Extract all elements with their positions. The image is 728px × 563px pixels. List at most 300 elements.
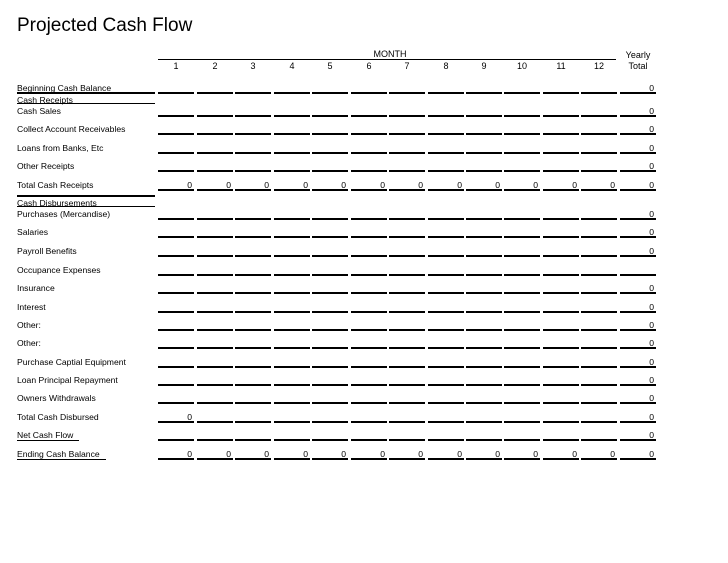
month-number-9: 9 xyxy=(481,61,487,71)
total-value: 0 xyxy=(649,338,654,348)
month-cell[interactable] xyxy=(351,347,387,349)
month-cell[interactable] xyxy=(504,274,540,276)
month-cell[interactable] xyxy=(197,133,233,135)
cell-value: 0 xyxy=(533,180,538,190)
month-header-rule xyxy=(158,59,616,60)
month-cell[interactable] xyxy=(466,384,502,386)
month-cell[interactable] xyxy=(274,236,310,238)
month-cell[interactable] xyxy=(235,421,271,423)
total-value: 0 xyxy=(649,83,654,93)
cell-value: 0 xyxy=(226,180,231,190)
month-cell[interactable] xyxy=(581,115,617,117)
month-cell[interactable] xyxy=(543,402,579,404)
month-cell[interactable] xyxy=(235,133,271,135)
month-cell[interactable] xyxy=(428,170,464,172)
month-cell[interactable] xyxy=(235,236,271,238)
month-cell[interactable] xyxy=(389,133,425,135)
month-cell[interactable] xyxy=(351,274,387,276)
month-cell[interactable] xyxy=(428,152,464,154)
total-value: 0 xyxy=(649,430,654,440)
month-cell[interactable] xyxy=(197,421,233,423)
month-cell[interactable] xyxy=(351,292,387,294)
row-label: Collect Account Receivables xyxy=(17,124,126,134)
total-value: 0 xyxy=(649,357,654,367)
month-cell[interactable] xyxy=(312,170,348,172)
month-cell[interactable] xyxy=(351,218,387,220)
month-cell[interactable] xyxy=(504,366,540,368)
month-number-3: 3 xyxy=(250,61,256,71)
month-cell[interactable] xyxy=(197,329,233,331)
month-cell[interactable] xyxy=(197,152,233,154)
row-label: Beginning Cash Balance xyxy=(17,83,112,93)
month-cell[interactable] xyxy=(274,421,310,423)
month-cell[interactable] xyxy=(428,366,464,368)
total-value: 0 xyxy=(649,449,654,459)
month-cell[interactable] xyxy=(504,170,540,172)
section-heading: Cash Disbursements xyxy=(17,198,97,208)
cell-value: 0 xyxy=(457,449,462,459)
month-cell[interactable] xyxy=(543,421,579,423)
month-cell[interactable] xyxy=(543,236,579,238)
month-cell[interactable] xyxy=(197,274,233,276)
month-cell[interactable] xyxy=(312,329,348,331)
month-cell[interactable] xyxy=(235,384,271,386)
month-cell[interactable] xyxy=(543,439,579,441)
total-value: 0 xyxy=(649,209,654,219)
month-cell[interactable] xyxy=(581,133,617,135)
row-label: Total Cash Receipts xyxy=(17,180,94,190)
section-underline xyxy=(17,206,155,207)
month-cell[interactable] xyxy=(389,274,425,276)
month-cell[interactable] xyxy=(581,311,617,313)
month-cell[interactable] xyxy=(389,236,425,238)
month-cell[interactable] xyxy=(428,347,464,349)
month-cell[interactable] xyxy=(543,274,579,276)
month-cell[interactable] xyxy=(351,152,387,154)
month-cell[interactable] xyxy=(504,402,540,404)
month-cell[interactable] xyxy=(466,92,502,94)
section-rule xyxy=(17,195,155,197)
month-cell[interactable] xyxy=(158,133,194,135)
total-cell[interactable] xyxy=(620,274,656,276)
cell-value: 0 xyxy=(303,449,308,459)
row-label: Loans from Banks, Etc xyxy=(17,143,104,153)
month-cell[interactable] xyxy=(504,329,540,331)
month-cell[interactable] xyxy=(351,115,387,117)
row-label: Salaries xyxy=(17,227,49,237)
month-cell[interactable] xyxy=(466,133,502,135)
month-cell[interactable] xyxy=(581,218,617,220)
month-cell[interactable] xyxy=(428,236,464,238)
month-cell[interactable] xyxy=(197,402,233,404)
section-heading: Cash Receipts xyxy=(17,95,73,105)
month-cell[interactable] xyxy=(312,292,348,294)
month-cell[interactable] xyxy=(351,236,387,238)
month-cell[interactable] xyxy=(274,133,310,135)
month-cell[interactable] xyxy=(466,421,502,423)
month-number-1: 1 xyxy=(173,61,179,71)
cell-value: 0 xyxy=(533,449,538,459)
cell-value: 0 xyxy=(610,449,615,459)
month-cell[interactable] xyxy=(466,366,502,368)
month-cell[interactable] xyxy=(235,92,271,94)
month-number-11: 11 xyxy=(556,61,566,71)
row-label: Ending Cash Balance xyxy=(17,449,100,459)
month-cell[interactable] xyxy=(312,115,348,117)
total-value: 0 xyxy=(649,143,654,153)
month-cell[interactable] xyxy=(158,218,194,220)
month-number-4: 4 xyxy=(289,61,295,71)
month-cell[interactable] xyxy=(235,292,271,294)
month-cell[interactable] xyxy=(197,115,233,117)
month-cell[interactable] xyxy=(235,218,271,220)
month-cell[interactable] xyxy=(581,384,617,386)
row-label: Loan Principal Repayment xyxy=(17,375,118,385)
month-cell[interactable] xyxy=(466,255,502,257)
month-cell[interactable] xyxy=(543,384,579,386)
month-cell[interactable] xyxy=(504,115,540,117)
month-cell[interactable] xyxy=(543,115,579,117)
month-cell[interactable] xyxy=(312,311,348,313)
month-cell[interactable] xyxy=(158,366,194,368)
month-cell[interactable] xyxy=(389,255,425,257)
month-cell[interactable] xyxy=(428,402,464,404)
cell-value: 0 xyxy=(457,180,462,190)
cell-value: 0 xyxy=(187,449,192,459)
month-cell[interactable] xyxy=(312,347,348,349)
month-cell[interactable] xyxy=(312,236,348,238)
month-cell[interactable] xyxy=(504,311,540,313)
month-cell[interactable] xyxy=(581,92,617,94)
month-cell[interactable] xyxy=(312,384,348,386)
month-cell[interactable] xyxy=(158,115,194,117)
month-cell[interactable] xyxy=(274,347,310,349)
month-cell[interactable] xyxy=(428,274,464,276)
month-cell[interactable] xyxy=(158,255,194,257)
month-number-10: 10 xyxy=(516,61,527,71)
month-number-8: 8 xyxy=(443,61,449,71)
month-number-2: 2 xyxy=(212,61,218,71)
row-label: Cash Sales xyxy=(17,106,61,116)
month-cell[interactable] xyxy=(235,152,271,154)
month-cell[interactable] xyxy=(235,115,271,117)
row-label: Interest xyxy=(17,302,46,312)
month-cell[interactable] xyxy=(581,439,617,441)
month-cell[interactable] xyxy=(158,152,194,154)
month-cell[interactable] xyxy=(543,366,579,368)
month-cell[interactable] xyxy=(581,152,617,154)
cell-value: 0 xyxy=(341,180,346,190)
total-value: 0 xyxy=(649,246,654,256)
cell-value: 0 xyxy=(187,180,192,190)
month-cell[interactable] xyxy=(235,274,271,276)
month-cell[interactable] xyxy=(158,402,194,404)
month-cell[interactable] xyxy=(581,170,617,172)
cell-value: 0 xyxy=(380,180,385,190)
month-cell[interactable] xyxy=(581,366,617,368)
month-cell[interactable] xyxy=(428,218,464,220)
month-cell[interactable] xyxy=(158,439,194,441)
month-cell[interactable] xyxy=(389,402,425,404)
month-cell[interactable] xyxy=(504,236,540,238)
cell-value: 0 xyxy=(264,180,269,190)
month-cell[interactable] xyxy=(274,384,310,386)
month-cell[interactable] xyxy=(581,329,617,331)
row-label: Total Cash Disbursed xyxy=(17,412,99,422)
month-header: MONTH xyxy=(373,49,407,59)
month-cell[interactable] xyxy=(274,439,310,441)
month-number-5: 5 xyxy=(327,61,333,71)
month-cell[interactable] xyxy=(581,347,617,349)
row-label: Other: xyxy=(17,338,41,348)
month-cell[interactable] xyxy=(428,329,464,331)
cell-value: 0 xyxy=(187,412,192,422)
month-cell[interactable] xyxy=(312,366,348,368)
month-cell[interactable] xyxy=(389,218,425,220)
month-cell[interactable] xyxy=(389,311,425,313)
total-value: 0 xyxy=(649,302,654,312)
month-cell[interactable] xyxy=(197,218,233,220)
month-cell[interactable] xyxy=(428,92,464,94)
total-header: Total xyxy=(628,61,648,71)
month-cell[interactable] xyxy=(158,347,194,349)
page-title: Projected Cash Flow xyxy=(17,15,193,36)
month-cell[interactable] xyxy=(428,133,464,135)
month-cell[interactable] xyxy=(428,311,464,313)
month-cell[interactable] xyxy=(504,255,540,257)
month-cell[interactable] xyxy=(428,115,464,117)
month-cell[interactable] xyxy=(197,92,233,94)
month-cell[interactable] xyxy=(158,274,194,276)
month-cell[interactable] xyxy=(428,292,464,294)
month-cell[interactable] xyxy=(543,329,579,331)
month-cell[interactable] xyxy=(504,421,540,423)
cell-value: 0 xyxy=(495,449,500,459)
month-cell[interactable] xyxy=(312,92,348,94)
month-cell[interactable] xyxy=(274,152,310,154)
month-cell[interactable] xyxy=(158,292,194,294)
month-cell[interactable] xyxy=(504,133,540,135)
month-cell[interactable] xyxy=(351,170,387,172)
month-cell[interactable] xyxy=(466,402,502,404)
month-cell[interactable] xyxy=(351,92,387,94)
month-cell[interactable] xyxy=(504,92,540,94)
row-label: Other Receipts xyxy=(17,161,75,171)
total-value: 0 xyxy=(649,106,654,116)
month-cell[interactable] xyxy=(389,170,425,172)
month-cell[interactable] xyxy=(466,115,502,117)
total-value: 0 xyxy=(649,393,654,403)
month-cell[interactable] xyxy=(351,384,387,386)
month-cell[interactable] xyxy=(312,133,348,135)
month-cell[interactable] xyxy=(466,347,502,349)
month-cell[interactable] xyxy=(235,329,271,331)
month-cell[interactable] xyxy=(428,439,464,441)
cell-value: 0 xyxy=(380,449,385,459)
month-cell[interactable] xyxy=(158,311,194,313)
month-cell[interactable] xyxy=(274,274,310,276)
month-cell[interactable] xyxy=(428,255,464,257)
row-label: Payroll Benefits xyxy=(17,246,77,256)
month-cell[interactable] xyxy=(235,366,271,368)
month-cell[interactable] xyxy=(466,236,502,238)
month-cell[interactable] xyxy=(389,439,425,441)
month-cell[interactable] xyxy=(235,347,271,349)
month-cell[interactable] xyxy=(351,402,387,404)
row-label: Occupance Expenses xyxy=(17,265,101,275)
cell-value: 0 xyxy=(572,449,577,459)
cell-value: 0 xyxy=(610,180,615,190)
month-cell[interactable] xyxy=(197,311,233,313)
month-cell[interactable] xyxy=(504,218,540,220)
month-cell[interactable] xyxy=(504,347,540,349)
row-label: Other: xyxy=(17,320,41,330)
month-cell[interactable] xyxy=(312,439,348,441)
month-cell[interactable] xyxy=(158,329,194,331)
month-cell[interactable] xyxy=(197,170,233,172)
month-cell[interactable] xyxy=(197,439,233,441)
month-cell[interactable] xyxy=(466,329,502,331)
month-cell[interactable] xyxy=(197,255,233,257)
month-cell[interactable] xyxy=(543,292,579,294)
month-cell[interactable] xyxy=(543,311,579,313)
month-cell[interactable] xyxy=(581,236,617,238)
month-cell[interactable] xyxy=(274,329,310,331)
month-cell[interactable] xyxy=(389,115,425,117)
cell-value: 0 xyxy=(226,449,231,459)
month-cell[interactable] xyxy=(389,347,425,349)
month-cell[interactable] xyxy=(274,311,310,313)
month-cell[interactable] xyxy=(197,347,233,349)
month-cell[interactable] xyxy=(466,170,502,172)
total-value: 0 xyxy=(649,124,654,134)
cell-value: 0 xyxy=(572,180,577,190)
month-cell[interactable] xyxy=(428,421,464,423)
total-value: 0 xyxy=(649,180,654,190)
month-cell[interactable] xyxy=(274,218,310,220)
month-cell[interactable] xyxy=(504,384,540,386)
month-cell[interactable] xyxy=(543,152,579,154)
month-cell[interactable] xyxy=(312,402,348,404)
month-cell[interactable] xyxy=(197,366,233,368)
month-cell[interactable] xyxy=(274,292,310,294)
month-cell[interactable] xyxy=(543,133,579,135)
month-cell[interactable] xyxy=(543,92,579,94)
month-cell[interactable] xyxy=(543,218,579,220)
cell-value: 0 xyxy=(495,180,500,190)
row-label: Purchases (Mercandise) xyxy=(17,209,111,219)
month-cell[interactable] xyxy=(312,255,348,257)
month-cell[interactable] xyxy=(543,255,579,257)
month-cell[interactable] xyxy=(274,255,310,257)
month-cell[interactable] xyxy=(274,402,310,404)
month-cell[interactable] xyxy=(581,402,617,404)
total-value: 0 xyxy=(649,320,654,330)
month-cell[interactable] xyxy=(581,255,617,257)
month-cell[interactable] xyxy=(351,311,387,313)
month-cell[interactable] xyxy=(312,218,348,220)
month-cell[interactable] xyxy=(581,421,617,423)
month-cell[interactable] xyxy=(389,92,425,94)
month-cell[interactable] xyxy=(389,421,425,423)
month-cell[interactable] xyxy=(312,274,348,276)
month-cell[interactable] xyxy=(274,170,310,172)
total-value: 0 xyxy=(649,412,654,422)
month-cell[interactable] xyxy=(158,92,194,94)
month-cell[interactable] xyxy=(466,274,502,276)
month-cell[interactable] xyxy=(466,218,502,220)
month-cell[interactable] xyxy=(504,292,540,294)
month-cell[interactable] xyxy=(351,439,387,441)
month-cell[interactable] xyxy=(197,292,233,294)
month-cell[interactable] xyxy=(504,439,540,441)
month-cell[interactable] xyxy=(543,170,579,172)
month-cell[interactable] xyxy=(312,152,348,154)
month-cell[interactable] xyxy=(351,329,387,331)
month-cell[interactable] xyxy=(235,439,271,441)
month-cell[interactable] xyxy=(504,152,540,154)
month-cell[interactable] xyxy=(389,292,425,294)
yearly-header: Yearly xyxy=(625,50,651,60)
row-label: Net Cash Flow xyxy=(17,430,74,440)
month-cell[interactable] xyxy=(466,152,502,154)
cell-value: 0 xyxy=(418,180,423,190)
cell-value: 0 xyxy=(418,449,423,459)
month-cell[interactable] xyxy=(466,311,502,313)
month-cell[interactable] xyxy=(197,236,233,238)
month-cell[interactable] xyxy=(543,347,579,349)
month-cell[interactable] xyxy=(158,236,194,238)
month-cell[interactable] xyxy=(389,329,425,331)
month-cell[interactable] xyxy=(389,366,425,368)
total-value: 0 xyxy=(649,283,654,293)
month-number-6: 6 xyxy=(366,61,372,71)
month-cell[interactable] xyxy=(235,170,271,172)
month-cell[interactable] xyxy=(428,384,464,386)
month-cell[interactable] xyxy=(274,366,310,368)
month-cell[interactable] xyxy=(351,255,387,257)
total-value: 0 xyxy=(649,227,654,237)
month-cell[interactable] xyxy=(235,402,271,404)
month-cell[interactable] xyxy=(351,133,387,135)
row-label: Insurance xyxy=(17,283,55,293)
total-value: 0 xyxy=(649,375,654,385)
month-cell[interactable] xyxy=(274,115,310,117)
cell-value: 0 xyxy=(303,180,308,190)
month-number-7: 7 xyxy=(404,61,410,71)
month-cell[interactable] xyxy=(351,366,387,368)
month-number-12: 12 xyxy=(593,61,604,71)
month-cell[interactable] xyxy=(158,384,194,386)
month-cell[interactable] xyxy=(274,92,310,94)
month-cell[interactable] xyxy=(581,274,617,276)
cell-value: 0 xyxy=(341,449,346,459)
month-cell[interactable] xyxy=(389,152,425,154)
month-cell[interactable] xyxy=(466,439,502,441)
month-cell[interactable] xyxy=(197,384,233,386)
month-cell[interactable] xyxy=(235,255,271,257)
row-label: Owners Withdrawals xyxy=(17,393,96,403)
month-cell[interactable] xyxy=(158,170,194,172)
section-rule xyxy=(17,92,155,94)
month-cell[interactable] xyxy=(312,421,348,423)
month-cell[interactable] xyxy=(351,421,387,423)
month-cell[interactable] xyxy=(389,384,425,386)
month-cell[interactable] xyxy=(235,311,271,313)
section-underline xyxy=(17,103,155,104)
month-cell[interactable] xyxy=(466,292,502,294)
month-cell[interactable] xyxy=(581,292,617,294)
